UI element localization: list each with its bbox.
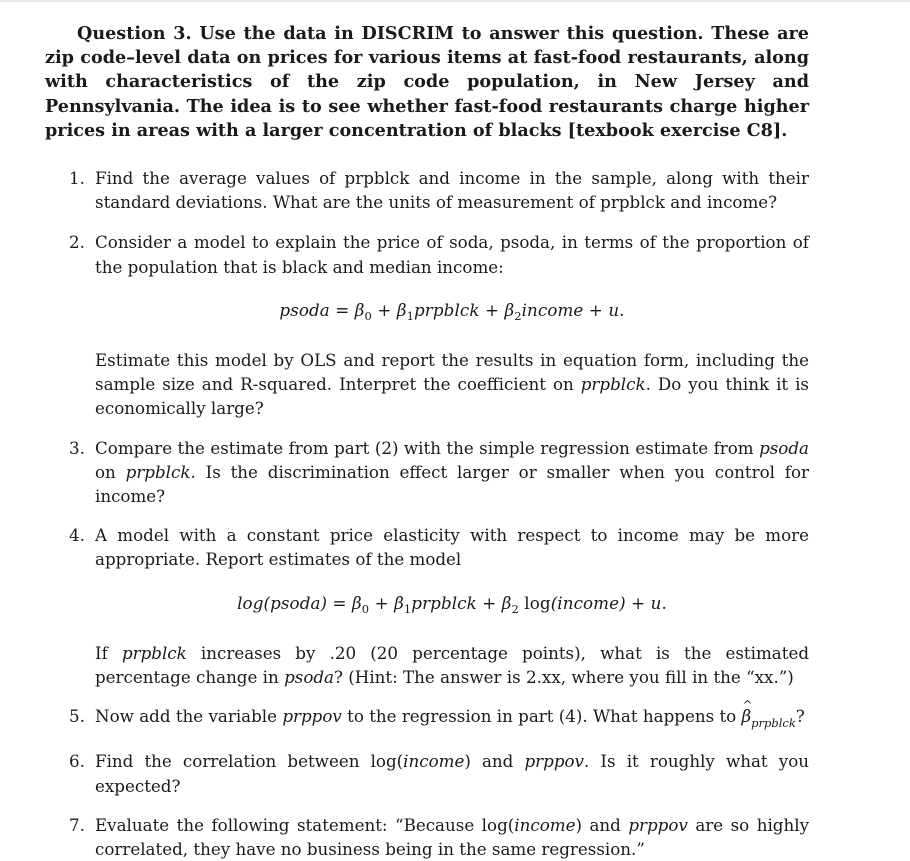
text-run: Compare the estimate from part (2) with the simple regression estimate from [95, 437, 760, 458]
document-body [45, 22, 809, 861]
eq-beta0: β [354, 299, 365, 320]
eq-beta2: β [501, 592, 512, 613]
part-number: 5. [69, 706, 85, 727]
part-text [95, 436, 809, 509]
eq-beta0-sub: 0 [361, 601, 370, 616]
text-run: If [95, 642, 122, 663]
question-parts-list [45, 166, 809, 861]
part-text: Find the average values of prpblck and income in the sample, along with their standard deviations. What are the units of measurement of prpblck and income? [95, 168, 809, 213]
eq-error: u [650, 592, 662, 613]
eq-var-income: (income) [550, 592, 626, 613]
beta-hat-symbol: ^ β [742, 704, 752, 728]
text-run: Estimate this model by OLS and report the results in equation form, including the sample size and R-squared. Interpret the coefficient on [95, 350, 809, 395]
text-run: increases by .20 (20 percentage points), what is the estimated percentage change in [95, 642, 809, 688]
question-part-7 [45, 813, 809, 861]
eq-plus: + [369, 592, 395, 613]
part-text [95, 749, 809, 797]
text-run: Find the correlation between log( [95, 751, 404, 772]
eq-equals: = [327, 592, 353, 613]
text-run: . Is it roughly what you expected? [95, 751, 809, 796]
eq-var-prpblck: prpblck [411, 592, 477, 613]
eq-period: . [619, 299, 625, 320]
var-prppov: prppov [524, 751, 584, 772]
part-number: 2. [69, 232, 85, 253]
part-text-after [95, 348, 809, 421]
eq-var-income: income [521, 299, 584, 320]
var-psoda: psoda [284, 667, 335, 688]
part-number: 3. [69, 437, 85, 458]
part-text-after [95, 641, 809, 689]
part-text [95, 704, 809, 735]
var-prpblck: prpblck [121, 642, 187, 663]
part-text [95, 813, 809, 861]
text-run: on [95, 461, 126, 482]
text-run: to the regression in part (4). What happens to [341, 706, 742, 727]
top-border [0, 0, 910, 2]
eq-beta1: β [394, 592, 404, 613]
text-run: . Is the discrimination effect larger or smaller when you control for income? [95, 461, 810, 507]
var-prppov: prppov [282, 706, 342, 727]
eq-beta1-sub: 1 [406, 308, 415, 323]
eq-plus: + [583, 299, 609, 320]
text-run: ? [795, 706, 805, 727]
text-run: are so highly correlated, they have no business being in the same regression.” [95, 814, 809, 860]
eq-lhs: log(psoda) [237, 592, 328, 613]
eq-plus: + [479, 299, 505, 320]
text-run: ? (Hint: The answer is 2.xx, where you fill in the “xx.”) [334, 667, 794, 688]
text-run: Now add the variable [95, 706, 283, 727]
var-income: income [403, 751, 465, 772]
eq-log: log [518, 592, 551, 613]
var-psoda: psoda [759, 437, 809, 458]
text-run: Evaluate the following statement: “Because log( [95, 814, 515, 835]
part-number: 6. [69, 751, 85, 772]
var-prpblck: prpblck [125, 461, 191, 482]
eq-plus: + [625, 592, 651, 613]
eq-plus: + [371, 299, 397, 320]
beta-hat-subscript: prpblck [751, 716, 796, 731]
part-text: A model with a constant price elasticity with respect to income may be more appropriate. Report estimates of the model [95, 525, 809, 570]
part-number: 4. [69, 525, 85, 546]
question-part-6 [45, 749, 809, 797]
text-run: ) and [575, 814, 629, 835]
question-part-4 [45, 523, 809, 689]
eq-plus: + [476, 592, 502, 613]
question-part-1 [45, 166, 809, 214]
eq-beta2: β [504, 299, 515, 320]
part-number: 7. [69, 814, 85, 835]
log-soda-price-equation [95, 591, 809, 621]
var-prppov: prppov [628, 814, 688, 835]
eq-beta0: β [352, 592, 362, 613]
eq-lhs: psoda [279, 299, 330, 320]
text-run: ) and [464, 751, 525, 772]
question-intro: Question 3. Use the data in DISCRIM to answer this question. These are zip code–level data on prices for various items at fast-food restaurants, along with characteristics of the zip code population, in New Jersey and Pennsylvania. The idea is to see whether fast-food restaurants charge higher prices in areas with a larger concentration of blacks [texbook exercise C8]. [45, 23, 809, 141]
eq-beta2-sub: 2 [514, 308, 522, 323]
question-part-2 [45, 230, 809, 420]
soda-price-equation [95, 298, 809, 328]
eq-error: u [608, 299, 620, 320]
text-run: . Do you think it is economically large? [95, 374, 809, 419]
eq-beta0-sub: 0 [364, 308, 372, 323]
eq-period: . [661, 592, 667, 613]
eq-beta1-sub: 1 [403, 601, 412, 616]
var-income: income [514, 814, 576, 835]
eq-beta1: β [396, 299, 407, 320]
var-prpblck: prpblck [580, 374, 646, 395]
part-number: 1. [69, 168, 85, 189]
question-part-3 [45, 436, 809, 509]
eq-equals: = [329, 299, 355, 320]
part-text: Consider a model to explain the price of soda, psoda, in terms of the proportion of the population that is black and median income: [95, 232, 809, 277]
eq-var-prpblck: prpblck [414, 299, 480, 320]
eq-beta2-sub: 2 [511, 601, 519, 616]
question-part-5 [45, 704, 809, 735]
